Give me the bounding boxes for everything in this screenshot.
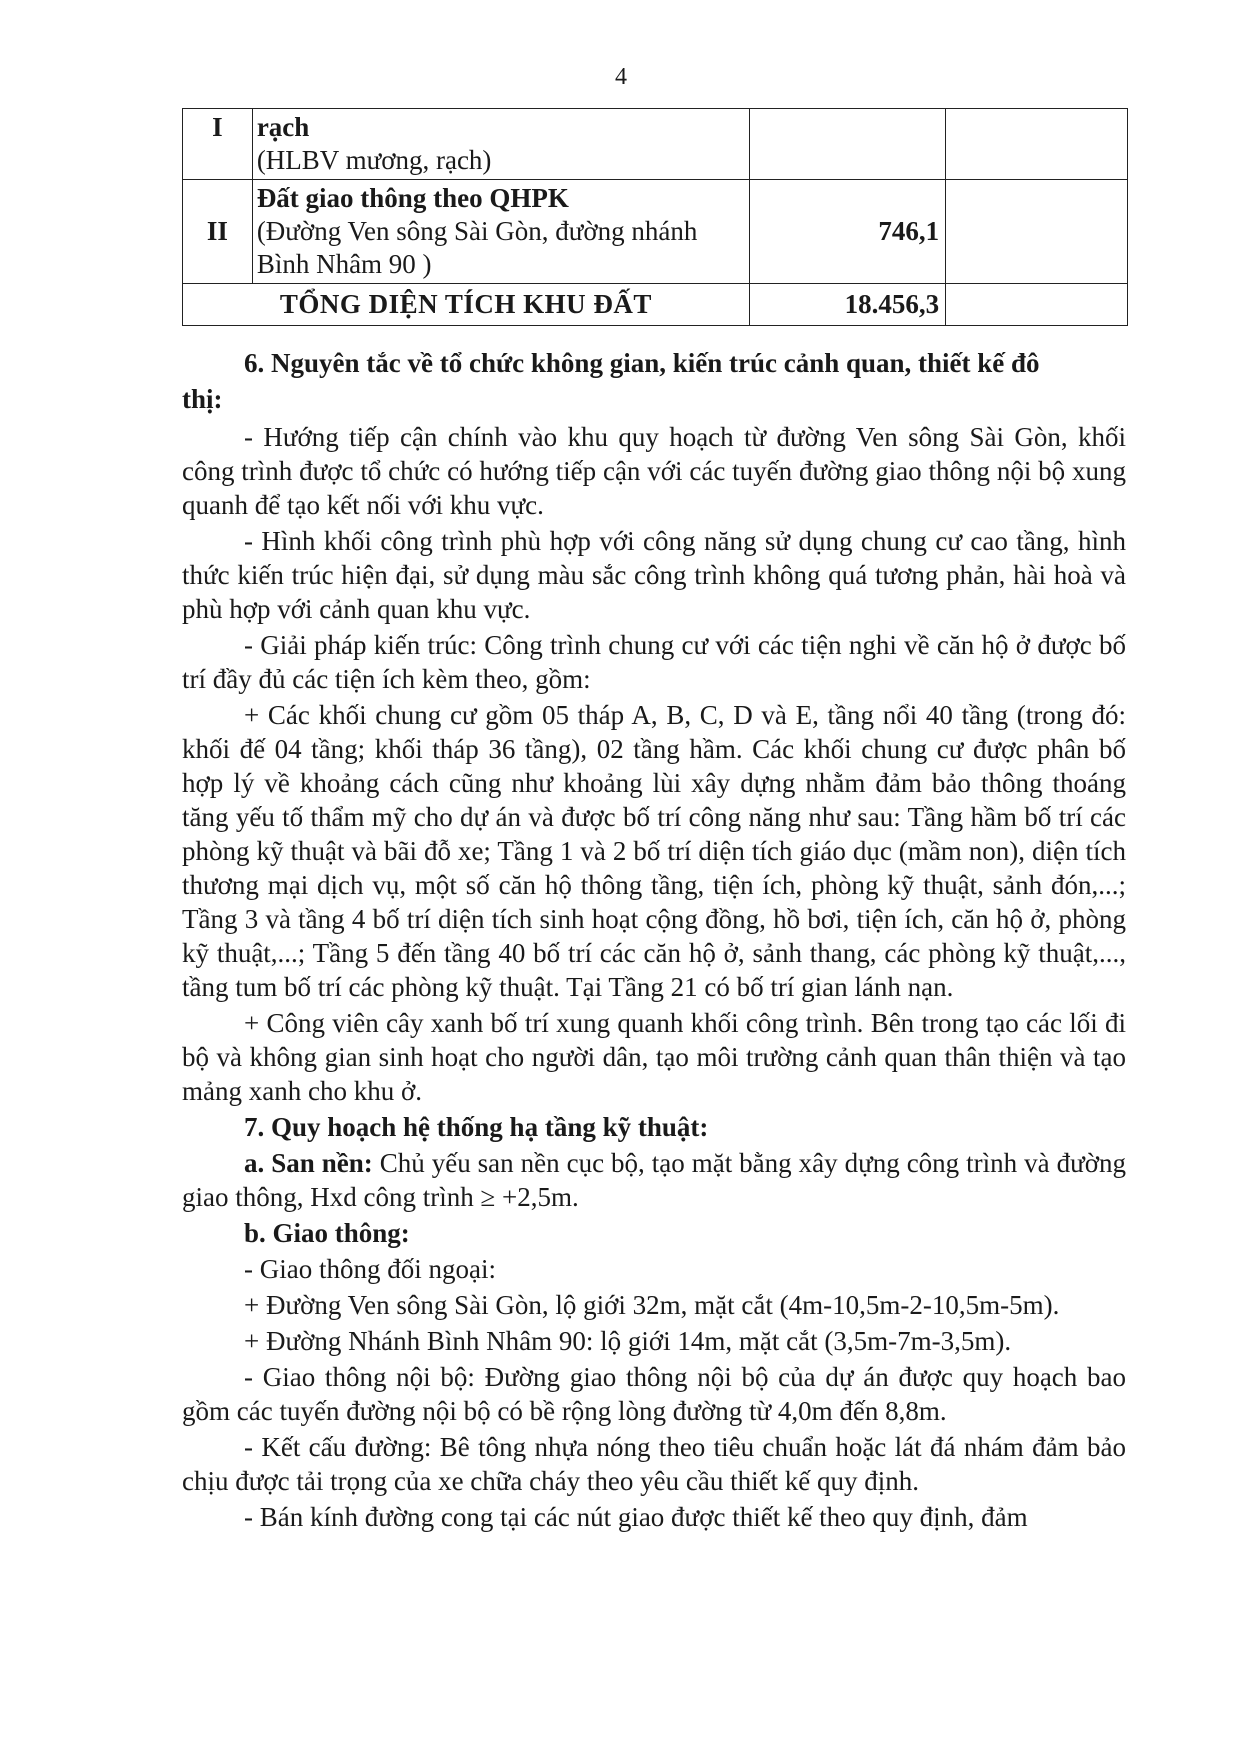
paragraph-san-nen [182,1146,1126,1214]
row-name-line: (HLBV mương, rạch) [256,145,492,175]
paragraph: + Công viên cây xanh bố trí xung quanh khối công trình. Bên trong tạo các lối đi bộ và không gian sinh hoạt cho người dân, tạo môi trường cảnh quan thân thiện và tạo mảng xanh cho khu ở. [182,1008,1126,1106]
paragraph: - Kết cấu đường: Bê tông nhựa nóng theo tiêu chuẩn hoặc lát đá nhám đảm bảo chịu được tải trọng của xe chữa cháy theo yêu cầu thiết kế quy định. [182,1432,1126,1496]
row-area: 746,1 [749,180,945,284]
row-area [749,109,945,180]
total-label: TỔNG DIỆN TÍCH KHU ĐẤT [183,284,750,326]
paragraph: + Đường Nhánh Bình Nhâm 90: lộ giới 14m, mặt cắt (3,5m-7m-3,5m). [244,1326,1012,1356]
row-name-line: Bình Nhâm 90 ) [256,249,432,279]
document-body [182,346,1126,1536]
paragraph: - Giải pháp kiến trúc: Công trình chung cư với các tiện nghi về căn hộ ở được bố trí đầy đủ các tiện ích kèm theo, gồm: [182,630,1126,694]
table-row [183,109,1128,180]
row-name-bold: Đất giao thông theo QHPK [256,183,569,213]
section-7b-heading: b. Giao thông: [244,1218,410,1248]
paragraph: - Hình khối công trình phù hợp với công năng sử dụng chung cư cao tầng, hình thức kiến trúc hiện đại, sử dụng màu sắc công trình không quá tương phản, hài hoà và phù hợp với cảnh quan khu vực. [182,526,1126,624]
row-name-line: (Đường Ven sông Sài Gòn, đường nhánh [256,216,698,246]
row-name-bold: rạch [256,112,310,142]
row-name [252,109,749,180]
section-6-heading: 6. Nguyên tắc về tổ chức không gian, kiến trúc cảnh quan, thiết kế đô [244,348,1040,378]
paragraph: + Các khối chung cư gồm 05 tháp A, B, C, D và E, tầng nổi 40 tầng (trong đó: khối đế 04 tầng; khối tháp 36 tầng), 02 tầng hầm. Các khối chung cư được phân bố hợp lý về khoảng cách cũng như khoảng lùi xây dựng nhằm đảm bảo thông thoáng tăng yếu tố thẩm mỹ cho dự án và được bố trí công năng như sau: Tầng hầm bố trí các phòng kỹ thuật và bãi đỗ xe; Tầng 1 và 2 bố trí diện tích giáo dục (mầm non), diện tích thương mại dịch vụ, một số căn hộ thông tầng, tiện ích, phòng kỹ thuật, sảnh đón,...; Tầng 3 và tầng 4 bố trí diện tích sinh hoạt cộng đồng, hồ bơi, tiện ích, căn hộ ở, phòng kỹ thuật,...; Tầng 5 đến tầng 40 bố trí các căn hộ ở, sảnh thang, các phòng kỹ thuật,..., tầng tum bố trí các phòng kỹ thuật. Tại Tầng 21 có bố trí gian lánh nạn. [182,700,1126,1002]
row-name [252,180,749,284]
row-number: II [183,180,253,284]
san-nen-label: a. San nền: [244,1148,373,1178]
paragraph: - Hướng tiếp cận chính vào khu quy hoạch từ đường Ven sông Sài Gòn, khối công trình được tổ chức có hướng tiếp cận với các tuyến đường giao thông nội bộ xung quanh để tạo kết nối với khu vực. [182,422,1126,520]
table-total-row [183,284,1128,326]
total-percent [946,284,1128,326]
paragraph: - Giao thông đối ngoại: [244,1254,496,1284]
section-6-heading-cont: thị: [182,384,223,414]
row-percent [946,180,1128,284]
land-area-table [182,108,1128,326]
row-percent [946,109,1128,180]
paragraph: - Bán kính đường cong tại các nút giao được thiết kế theo quy định, đảm [244,1502,1028,1532]
page-number: 4 [615,64,627,90]
row-number: I [183,109,253,180]
total-area: 18.456,3 [749,284,945,326]
table-row [183,180,1128,284]
section-7-heading: 7. Quy hoạch hệ thống hạ tầng kỹ thuật: [244,1112,709,1142]
paragraph: + Đường Ven sông Sài Gòn, lộ giới 32m, mặt cắt (4m-10,5m-2-10,5m-5m). [244,1290,1060,1320]
paragraph: - Giao thông nội bộ: Đường giao thông nội bộ của dự án được quy hoạch bao gồm các tuyến đường nội bộ có bề rộng lòng đường từ 4,0m đến 8,8m. [182,1362,1126,1426]
san-nen-text: Chủ yếu san nền cục bộ, tạo mặt bằng xây dựng công trình và đường giao thông, Hxd công trình ≥ +2,5m. [182,1148,1126,1212]
